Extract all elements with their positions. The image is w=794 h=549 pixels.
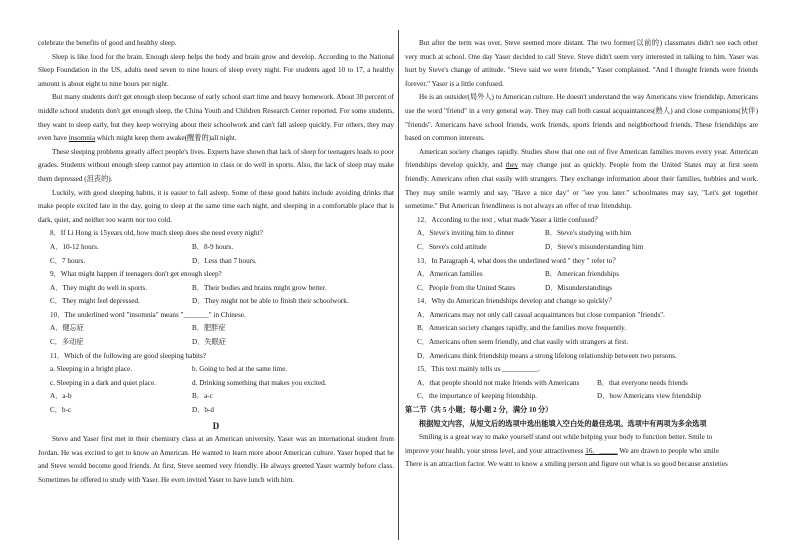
- q12-option-a[interactable]: A．Steve's inviting him to dinner: [417, 229, 515, 238]
- q15-option-c[interactable]: C．the importance of keeping friendship.: [417, 392, 537, 401]
- q14-option-c[interactable]: C．Americans often seem friendly, and chat easily with strangers at first.: [417, 338, 629, 347]
- left-column: [38, 37, 394, 488]
- q12-option-d[interactable]: D．Steve's misunderstanding him: [545, 242, 644, 251]
- question-8: 8．If Li Hong is 15years old, how much sleep does she need every night?: [50, 229, 263, 238]
- passage-smiling-line-1: Smiling is a great way to make yourself stand out while helping your body to function better. Smile to: [419, 433, 713, 442]
- q11-statement-c: c. Sleeping in a dark and quiet place.: [50, 378, 156, 387]
- q8-option-d[interactable]: D．Less than 7 hours.: [192, 256, 257, 265]
- passage-c-para-sleep-food: Sleep is like food for the brain. Enough sleep helps the body and brain grow and develop. According to the National Sleep Foundation in the US, adults need seven to nine hours of sleep every night. For students aged 10 to 17, a healthy amount is about eight to nine hours per night.: [38, 52, 394, 88]
- they-underlined: they: [505, 161, 519, 170]
- q10-options-row-2: [38, 336, 394, 350]
- q15-option-a[interactable]: A．that people should not make friends with Americans: [417, 378, 580, 387]
- blank-16[interactable]: 16．_____: [585, 446, 618, 455]
- question-14: 14．Why do American friendships develop and change so quickly？: [417, 297, 616, 306]
- para-many-text-b: which might keep them awake(醒着的)all night.: [95, 134, 237, 143]
- q15-options-row-2: [405, 390, 758, 404]
- question-13: 13．In Paragraph 4, what does the underlined word " they " refer to？: [417, 256, 620, 265]
- q12-option-b[interactable]: B．Steve's studying with him: [545, 229, 632, 238]
- q9-option-b[interactable]: B．Their bodies and brains might grow better.: [192, 283, 327, 292]
- q12-options-row-1: [405, 227, 758, 241]
- q13-option-b[interactable]: B．American friendships: [545, 270, 620, 279]
- q9-options-row-1: [38, 282, 394, 296]
- para-society-text-b: may change just as quickly. People from the United States may at first seem friendly. Americans often chat easily with strangers. They exchange information about their families, hobbies and work. They may smile warmly and say, "Have a nice day" or "see you later." schoolmates may say, "Let's get together sometime." But American friendliness is not always an offer of true friendship.: [405, 161, 758, 211]
- q10-options-row-1: [38, 322, 394, 336]
- right-column: [405, 37, 758, 472]
- q11-statements-row-2: [38, 377, 394, 391]
- q11-option-a[interactable]: A．a-b: [50, 392, 72, 401]
- q10-option-b[interactable]: B．肥胖症: [192, 324, 226, 333]
- q14-option-a[interactable]: A．Americans may not only call casual acquaintances but close companion "friends".: [417, 310, 665, 319]
- q13-option-c[interactable]: C．People from the United States: [417, 283, 516, 292]
- q15-option-b[interactable]: B．that everyone needs friends: [597, 378, 688, 387]
- q11-option-d[interactable]: D．b-d: [192, 406, 214, 415]
- passage-d-para-after: But after the term was over, Steve seemed more distant. The two former(以前的) classmates didn't see each other very much at school. One day Yaser decided to call Steve. Steve didn't seem very interested in talking to him. Yaser was hurt by Steve's change of attitude. "Steve said we were friends," Yaser complained. "And I thought friends were friends forever." Yaser is a little confused.: [405, 39, 758, 88]
- passage-c-para-many-students: [38, 91, 394, 145]
- q8-options-row-2: [38, 255, 394, 269]
- passage-d-para-steve: Steve and Yaser first met in their chemistry class at an American university. Yaser was an international student from Jordan. He was excited to get to know an American. He wanted to learn more about American culture. Yaser hoped that he and Steve would become good friends. At first, Steve seemed very friendly. He always greeted Yaser warmly before class. Sometimes he offered to study with Yaser. He even invited Yaser to have lunch with him.: [38, 435, 394, 484]
- question-11: 11．Which of the following are good sleeping habits?: [50, 351, 207, 360]
- section-2-instructions: 根据短文内容，从短文后的选项中选出能填入空白处的最佳选项。选项中有两项为多余选项: [419, 419, 707, 428]
- q10-option-d[interactable]: D．失眠症: [192, 338, 226, 347]
- q11-statement-a: a. Sleeping in a bright place.: [50, 365, 133, 374]
- q13-option-a[interactable]: A．American families: [417, 270, 483, 279]
- q15-option-d[interactable]: D．how Americans view friendship: [597, 392, 701, 401]
- q15-options-row-1: [405, 377, 758, 391]
- passage-d-para-society: [405, 146, 758, 214]
- passage-c-ending: celebrate the benefits of good and healthy sleep.: [38, 39, 177, 47]
- q13-options-row-2: [405, 282, 758, 296]
- insomnia-underlined: insomnia: [68, 134, 96, 143]
- passage-c-para-luckily: Luckily, with good sleeping habits, it is easier to fall asleep. Some of these good habits include avoiding drinks that make people excited late in the day, going to sleep at the same time each night, and sleeping in a comfortable place that is dark, quiet, and neither too warm nor too cold.: [38, 188, 394, 224]
- q9-option-a[interactable]: A．They might do well in sports.: [50, 283, 148, 292]
- q12-options-row-2: [405, 241, 758, 255]
- q11-options-row-1: [38, 390, 394, 404]
- section-d-heading: D: [212, 420, 220, 431]
- q11-statement-d: d. Drinking something that makes you excited.: [192, 378, 327, 387]
- passage-c-para-problems: These sleeping problems greatly affect people's lives. Experts have shown that lack of sleep for teenagers leads to poor grades. Students without enough sleep cannot pay attention in class or do well in sports. Also, the lack of sleep may make them depressed (沮丧的).: [38, 147, 394, 183]
- q11-option-b[interactable]: B．a-c: [192, 392, 213, 401]
- question-12: 12．According to the text , what made Yaser a little confused？: [417, 215, 602, 224]
- section-2-title: 第二节（共 5 小题；每小题 2 分，满分 10 分）: [405, 406, 553, 415]
- question-9: 9．What might happen if teenagers don't get enough sleep?: [50, 270, 222, 279]
- passage-d-para-outsider: He is an outsider(局外人) to American culture. He doesn't understand the way Americans view friendship. Americans use the word "friend" in a very general way. They may call both casual acquaintances(熟人) and close companions(伙伴) "friends". Americans have school friends, work friends, sports friends and neighborhood friends. These friendships are based on common interests.: [405, 93, 758, 143]
- question-15: 15．This text mainly tells us __________.: [417, 365, 540, 374]
- passage-smiling-line-3: There is an attraction factor. We want to know a smiling person and figure out what is so good because anxieties: [405, 460, 728, 469]
- q14-option-d[interactable]: D．Americans think friendship means a strong lifelong relationship between two persons.: [417, 351, 677, 360]
- q10-option-c[interactable]: C．多动症: [50, 338, 84, 347]
- q13-options-row-1: [405, 268, 758, 282]
- q8-option-c[interactable]: C．7 hours.: [50, 256, 86, 265]
- q8-option-a[interactable]: A．10-12 hours.: [50, 242, 99, 251]
- para-society-text-a: American society changes rapidly. Studies show that one out of five American families moves every year. American friendships develop quickly, and: [405, 147, 758, 170]
- q13-option-d[interactable]: D．Misunderstandings: [545, 283, 613, 292]
- para-many-text-a: But many students don't get enough sleep because of early school start time and heavy homework. About 30 percent of middle school students don't get enough sleep, the China Youth and Children Research Center reported. For some students, they want to sleep early, but they keep worrying about their schoolwork and can't fall asleep quickly. For others, they may even have: [38, 93, 394, 143]
- q11-statements-row-1: [38, 363, 394, 377]
- q11-option-c[interactable]: C．b-c: [50, 406, 72, 415]
- q8-option-b[interactable]: B．8-9 hours.: [192, 242, 234, 251]
- q12-option-c[interactable]: C．Steve's cold attitude: [417, 242, 487, 251]
- question-10: 10．The underlined word "insomnia" means "_______" in Chinese.: [50, 310, 246, 319]
- smiling-text-a: improve your health, your stress level, and your attractiveness: [405, 446, 584, 455]
- q14-option-b[interactable]: B．American society changes rapidly, and the families move frequently.: [417, 324, 627, 333]
- smiling-text-b: We are drawn to people who smile: [619, 446, 719, 455]
- q9-option-c[interactable]: C．They might feel depressed.: [50, 297, 140, 306]
- q10-option-a[interactable]: A．健忘症: [50, 324, 84, 333]
- q8-options-row-1: [38, 241, 394, 255]
- q9-options-row-2: [38, 295, 394, 309]
- q9-option-d[interactable]: D．They might not be able to finish their schoolwork.: [192, 297, 349, 306]
- q11-options-row-2: [38, 404, 394, 418]
- passage-smiling-line-2: [405, 445, 758, 459]
- column-divider: [398, 30, 399, 540]
- q11-statement-b: b. Going to bed at the same time.: [192, 365, 288, 374]
